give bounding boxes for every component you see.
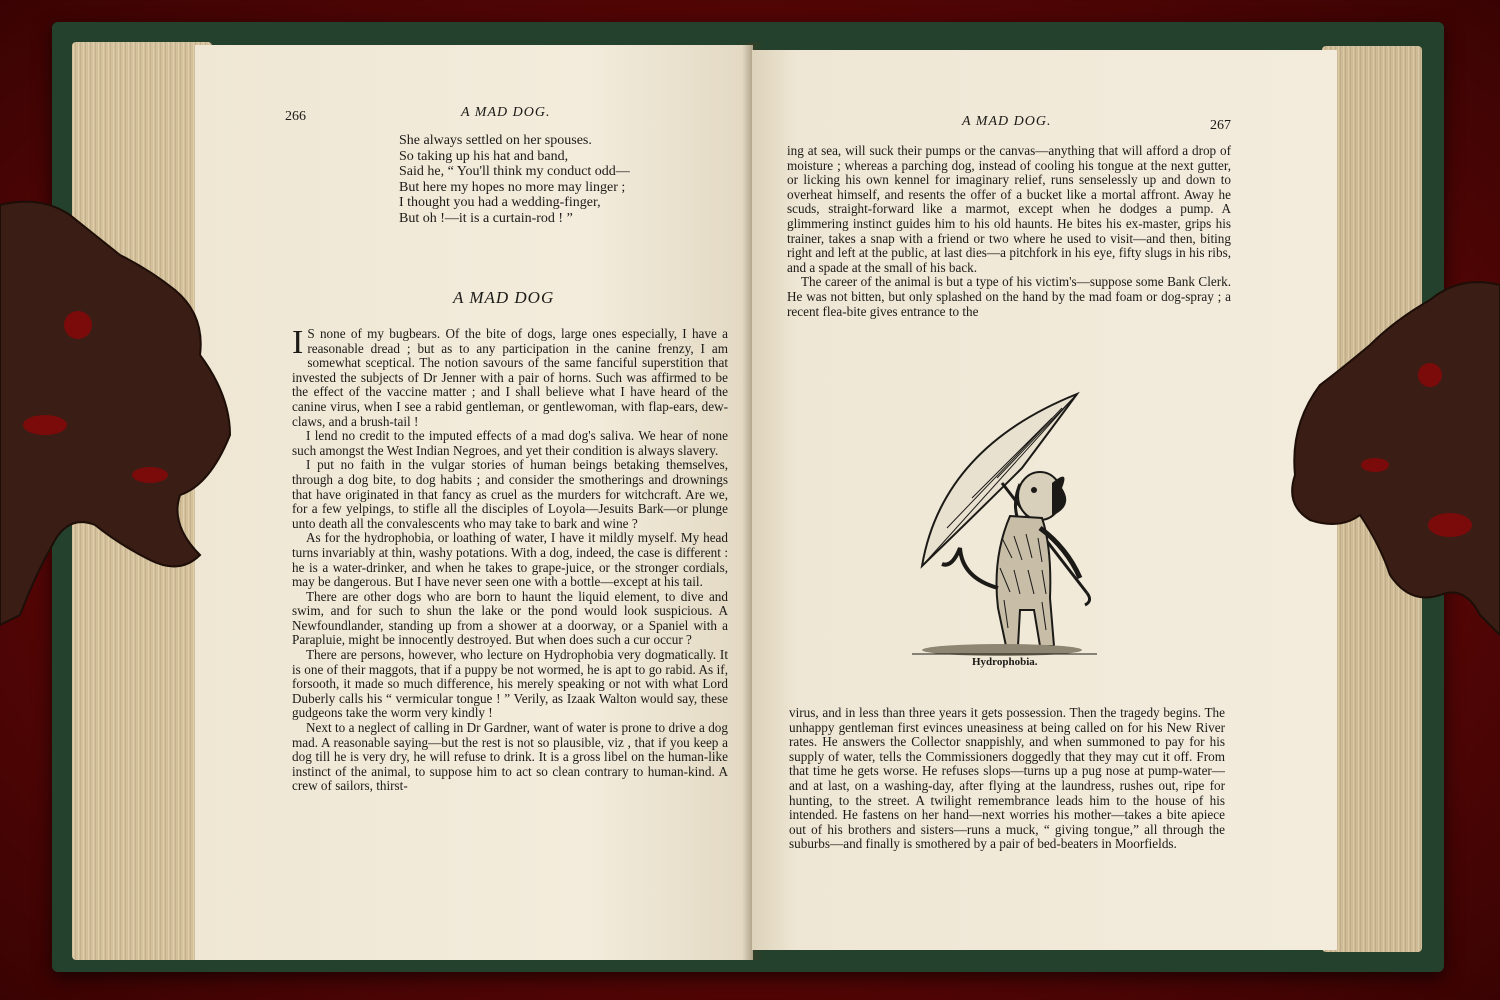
- page-number: 266: [285, 109, 306, 124]
- page-number: 267: [1210, 118, 1231, 133]
- running-head: A MAD DOG.: [962, 114, 1052, 129]
- paragraph: There are persons, however, who lecture on Hydrophobia very dogmatically. It is one of their maggots, that if a puppy be not wormed, he is apt to go rabid. As if, forsooth, it made so much difference, his merely speaking or not with what Lord Duberly calls his “ vermicular tongue ! ” Verily, as Izaak Walton would say, these gudgeons take the worm very kindly !: [292, 647, 728, 721]
- poem-line: She always settled on her spouses.: [399, 133, 592, 148]
- illustration-caption: Hydrophobia.: [972, 656, 1038, 668]
- book-clip-right: [1280, 275, 1500, 645]
- paragraph: There are other dogs who are born to haunt the liquid element, to dive and swim, and for such to shun the lake or the pond would look suspicious. A Newfoundlander, standing up from a shower at a doorway, or a Spaniel with a Parapluie, might be innocently destroyed. But when does such a cur occur ?: [292, 588, 728, 648]
- poem-line: So taking up his hat and band,: [399, 148, 569, 164]
- paragraph: Next to a neglect of calling in Dr Gardner, want of water is prone to drive a dog mad. A reasonable saying—but the rest is not so plausible, viz , that if you keep a dog till he is very dry, he will refuse to drink. It is a gross libel on the human-like instinct of the animal, to suppose him to act so clean contrary to human-kind. A crew of sailors, thirst-: [292, 720, 728, 794]
- poem-line: But here my hopes no more may linger ;: [399, 179, 626, 195]
- paragraph: virus, and in less than three years it gets possession. Then the tragedy begins. The unhappy gentleman first evinces uneasiness at being called on for his New River rates. He answers the Collector snappishly, and when summoned to pay for his supply of water, tells the Commissioners doggedly that they may cut it off. From that time he gets worse. He refuses slops—turns up a pug nose at pump-water—and at last, on a washing-day, after flying at the laundress, rushes out, ripe for hunting, to the street. A twilight remembrance leads him to the house of his intended. He fastens on her hand—next worries his mother—takes a bite apiece out of his brothers and sisters—runs a muck, “ giving tongue,” all through the suburbs—and finally is smothered by a pair of bed-beaters in Moorfields.: [789, 705, 1225, 852]
- paragraph: The career of the animal is but a type of his victim's—suppose some Bank Clerk. He was not bitten, but only splashed on the hand by the mad foam or dog-spray ; a recent flea-bite gives entrance to the: [787, 274, 1231, 319]
- poem-excerpt: [399, 133, 630, 226]
- poem-line: I thought you had a wedding-finger,: [399, 195, 601, 210]
- drop-cap: I: [292, 324, 304, 361]
- poem-line: Said he, “ You'll think my conduct odd—: [399, 164, 630, 179]
- poem-line: But oh !—it is a curtain-rod ! ”: [399, 210, 573, 226]
- left-body-text: [292, 324, 728, 794]
- dog-with-umbrella-engraving: [902, 388, 1102, 658]
- book-clip-left: [0, 195, 240, 635]
- right-page: [752, 50, 1337, 950]
- left-page: [195, 45, 753, 960]
- paragraph: ing at sea, will suck their pumps or the canvas—anything that will afford a drop of moisture ; whereas a parching dog, instead of cooling his tongue at the next gutter, or licking his own kennel for imaginary relief, runs senselessly up and down to overheat himself, and resents the offer of a bucket like a mortal affront. Away he scuds, straight-forward like a marmot, except when he dodges a pump. A glimmering instinct guides him to his old haunts. He bites his ex-master, grips his trainer, takes a snap with a friend or two where he used to visit—and then, biting right and left at the public, at last dies—a pitchfork in his eye, fifty slugs in his ribs, and a spade at the small of his back.: [787, 143, 1231, 275]
- right-body-text-bottom: [789, 706, 1225, 852]
- paragraph: I put no faith in the vulgar stories of human beings betaking themselves, through a dog bite, to dog habits ; and consider the smotherings and drownings that have originated in that fancy as cruel as the murders for witchcraft. Are we, for a few yelpings, to stifle all the disciples of Loyola—Jesuits Bark—or plunge unto death all the convalescents who may take to bark and wine ?: [292, 457, 728, 531]
- right-body-text-top: [787, 144, 1231, 319]
- paragraph: As for the hydrophobia, or loathing of water, I have it mildly myself. My head turns invariably at thin, washy potations. With a dog, indeed, the case is different : he is a water-drinker, and when he takes to grape-juice, or the stronger cordials, may be dangerous. But I have never seen one with a bottle—except at his tail.: [292, 530, 728, 590]
- paragraph: I S none of my bugbears. Of the bite of dogs, large ones especially, I have a reasonable dread ; but as to any participation in the canine frenzy, I am somewhat sceptical. The notion savours of the same fanciful superstition that invested the subjects of Dr Jenner with a pair of horns. Such was affirmed to be the effect of the vaccine matter ; and I shall believe what I have heard of the canine virus, when I see a rabid gentleman, or gentlewoman, with flap-ears, dew-claws, and a brush-tail !: [292, 324, 728, 429]
- running-head: A MAD DOG.: [461, 105, 551, 120]
- chapter-title: A MAD DOG: [453, 288, 555, 307]
- paragraph: I lend no credit to the imputed effects of a mad dog's saliva. We hear of none such amongst the West Indian Negroes, and yet their condition is always slavery.: [292, 428, 728, 458]
